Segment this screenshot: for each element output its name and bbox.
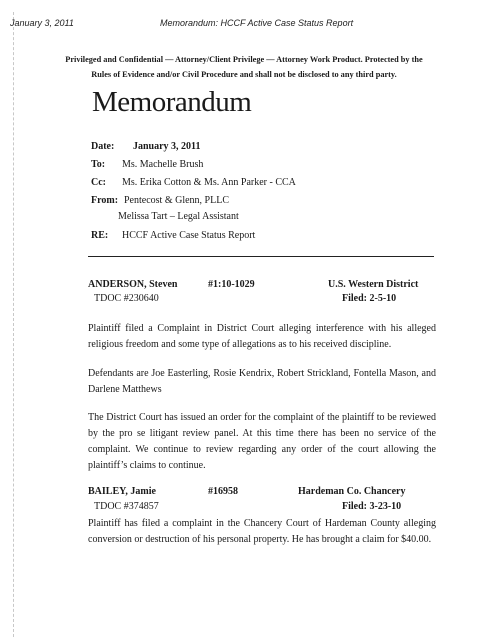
to-value: Ms. Machelle Brush (122, 159, 204, 170)
page-edge-mark (13, 12, 14, 637)
memo-title: Memorandum (92, 86, 252, 118)
divider-rule (88, 256, 434, 257)
case-filed: Filed: 2-5-10 (342, 293, 397, 304)
date-value: January 3, 2011 (133, 141, 201, 152)
case-paragraph: Plaintiff has filed a complaint in the Chancery Court of Hardeman County alleging conversion or destruction of his personal property. He has brought a claim for $40.00. (88, 518, 436, 545)
case-tdoc: TDOC #230640 (94, 293, 159, 304)
re-value: HCCF Active Case Status Report (122, 230, 256, 241)
to-label: To: (91, 159, 106, 170)
date-label: Date: (91, 141, 115, 152)
case-court: U.S. Western District (328, 279, 419, 290)
case-name: BAILEY, Jamie (88, 486, 156, 497)
case-filed: Filed: 3-23-10 (342, 501, 402, 512)
case-paragraph: Defendants are Joe Easterling, Rosie Kendrix, Robert Strickland, Fontella Mason, and Darlene Matthews (88, 368, 436, 395)
case-tdoc: TDOC #374857 (94, 501, 159, 512)
from-value-line2: Melissa Tart – Legal Assistant (118, 211, 239, 222)
case-court: Hardeman Co. Chancery (298, 486, 406, 497)
from-value: Pentecost & Glenn, PLLC (124, 195, 229, 206)
case-paragraph: The District Court has issued an order for the complaint of the plaintiff to be reviewed by the pro se litigant review panel. At this time there has been no service of the complaint. We continue to review regarding any order of the court allowing the plaintiff’s claims to continue. (88, 412, 436, 471)
case-name: ANDERSON, Steven (88, 279, 178, 290)
case-number: #16958 (208, 486, 238, 497)
header-title: Memorandum: HCCF Active Case Status Report (160, 18, 354, 28)
header-date: January 3, 2011 (10, 18, 74, 28)
privilege-notice: Privileged and Confidential — Attorney/Client Privilege — Attorney Work Product. Protected by the Rules of Evidence and/or Civil Procedure and shall not be disclosed to any third party. (65, 55, 423, 79)
cc-label: Cc: (91, 177, 106, 188)
re-label: RE: (91, 230, 109, 241)
cc-value: Ms. Erika Cotton & Ms. Ann Parker - CCA (122, 177, 296, 188)
case-number: #1:10-1029 (208, 279, 255, 290)
from-label: From: (91, 195, 119, 206)
case-paragraph: Plaintiff filed a Complaint in District Court alleging interference with his alleged religious freedom and some type of allegations as to his received discipline. (88, 323, 436, 350)
